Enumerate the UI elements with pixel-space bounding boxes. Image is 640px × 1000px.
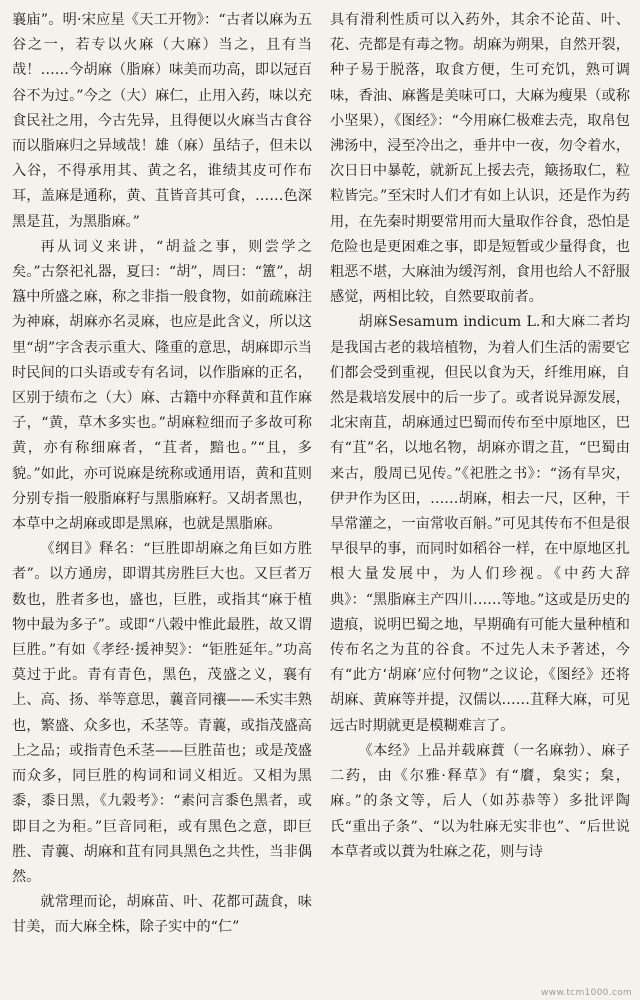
right-paragraph-2: 胡麻Sesamum indicum L.和大麻二者均是我国古老的栽培植物，为着人们生活的需要它们都会受到重视，但民以食为天，纤维用麻，自然是栽培发展中的后一步了。或者说异源发展，北宋南苴，胡麻通过巴蜀而传布至中原地区，巴有“苴”名，以地名物，胡麻亦谓之苴，“巴蜀由来古，殷周已见传。”《祀胜之书》：“汤有旱灾，伊尹作为区田，……胡麻，相去一尺，区种，干旱常灌之，一亩常收百斛。”可见其传布不但是很早很早的事，而同时如稻谷一样，在中原地区扎根大量发展中，为人们珍视。《中药大辞典》：“黑脂麻主产四川……等地。”这或是历史的遗痕，说明巴蜀之地，早期确有可能大量种植和传布名之为苴的谷食。不过先人未予著述，今有“此方‘胡麻’应付何物”之议论，《图经》还将胡麻、黄麻等并提，汉儒以……苴释大麻，可见远古时期就更是模糊难言了。 (330, 314, 630, 734)
site-watermark: www.tcm1000.com (541, 988, 632, 998)
left-paragraph-2: 再从词义来讲，“胡益之事，则尝学之矣。”古祭祀礼器，夏曰：“胡”，周曰：“簠”，胡簋中所盛之麻，称之非指一般食物，如前疏麻注为神麻，胡麻亦名灵麻，也应是此含义，所以这里“胡”字含表示重大、隆重的意思，胡麻即示当时民间的口头语或专有名词，以作脂麻的正名，区别于绩布之（大）麻、古籍中亦释黄和苴作麻子，“黄，草木多实也。”胡麻粒细而子多故可称黄，亦有称细麻者，“苴者，黯也。”“且，多貌。”如此，亦可说麻是统称或通用语，黄和苴则分别专指一般脂麻籽与黑脂麻籽。又胡者黑也，本草中之胡麻或即是黑麻，也就是黑脂麻。 (12, 238, 312, 533)
left-paragraph-1: 襄庙”。明·宋应星《天工开物》：“古者以麻为五谷之一，若专以火麻（大麻）当之，且有当哉！……今胡麻（脂麻）味美而功高，即以冠百谷不为过。”今之（大）麻仁，止用入药，味以充食民社之用，今古先异，且得便以火麻当古食谷而以脂麻归之异域哉！雄（麻）虽结子，但未以入谷，不得承用其、黄之名，谁绩其皮可作布耳，盖麻是通称，黄、苴皆音其可食，……色深黑是苴，为黑脂麻。” (12, 12, 312, 230)
right-text-column (330, 8, 630, 865)
right-paragraph-1: 具有滑利性质可以入药外，其余不论苗、叶、花、壳都是有毒之物。胡麻为朔果，自然开裂，种子易于脱落，取食方便，生可充饥，熟可调味，香油、麻酱是美味可口，大麻为瘦果（或称小坚果），《图经》：“今用麻仁极难去壳，取帛包沸汤中，浸至冷出之，垂井中一夜，勿令着水，次日日中暴乾，就新瓦上挼去壳，簸扬取仁，粒粒皆完。”至宋时人们才有如上认识，还是作为药用，在先秦时期要常用而大量取作谷食，恐怕是危险也是更困难之事，即是短暂或少量得食，也粗恶不堪，大麻油为缓泻剂，食用也给人不舒服感觉，两相比较，自然要取前者。 (330, 12, 630, 306)
right-paragraph-3: 《本经》上品并载麻蕡（一名麻勃）、麻子二药，由《尔雅·释草》有“黂，枲实；枲，麻。”的条文等，后人（如苏恭等）多批评陶氏“重出子条”、“以为牡麻无实非也”、“后世说本草者或以蕡为牡麻之花，则与诗 (330, 742, 630, 860)
left-paragraph-4: 就常理而论，胡麻苗、叶、花都可蔬食，味甘美，而大麻全株，除子实中的“仁” (12, 894, 312, 936)
left-paragraph-3: 《纲目》释名：“巨胜即胡麻之角巨如方胜者”。以方通房，即谓其房胜巨大也。又巨者万数也，胜者多也，盛也，巨胜，或指其“麻于植物中最为多子”。或即“八榖中惟此最胜，故又谓巨胜。”有如《孝经·援神契》：“钜胜延年。”功高莫过于此。青有青色，黑色，茂盛之义，襄有上、高、扬、举等意思，蘘音同禳——禾实丰熟也，繁盛、众多也，禾茎等。青蘘，或指茂盛高上之品；或指青色禾茎——巨胜苗也；或是茂盛而众多，同巨胜的构词和词义相近。又相为黑黍，黍日黑，《九榖考》：“素问言黍色黑者，或即目之为秬。”巨音同秬，或有黑色之意，即巨胜、青蘘、胡麻和苴有同具黑色之共性，当非偶然。 (12, 541, 312, 885)
left-text-column (12, 8, 312, 941)
